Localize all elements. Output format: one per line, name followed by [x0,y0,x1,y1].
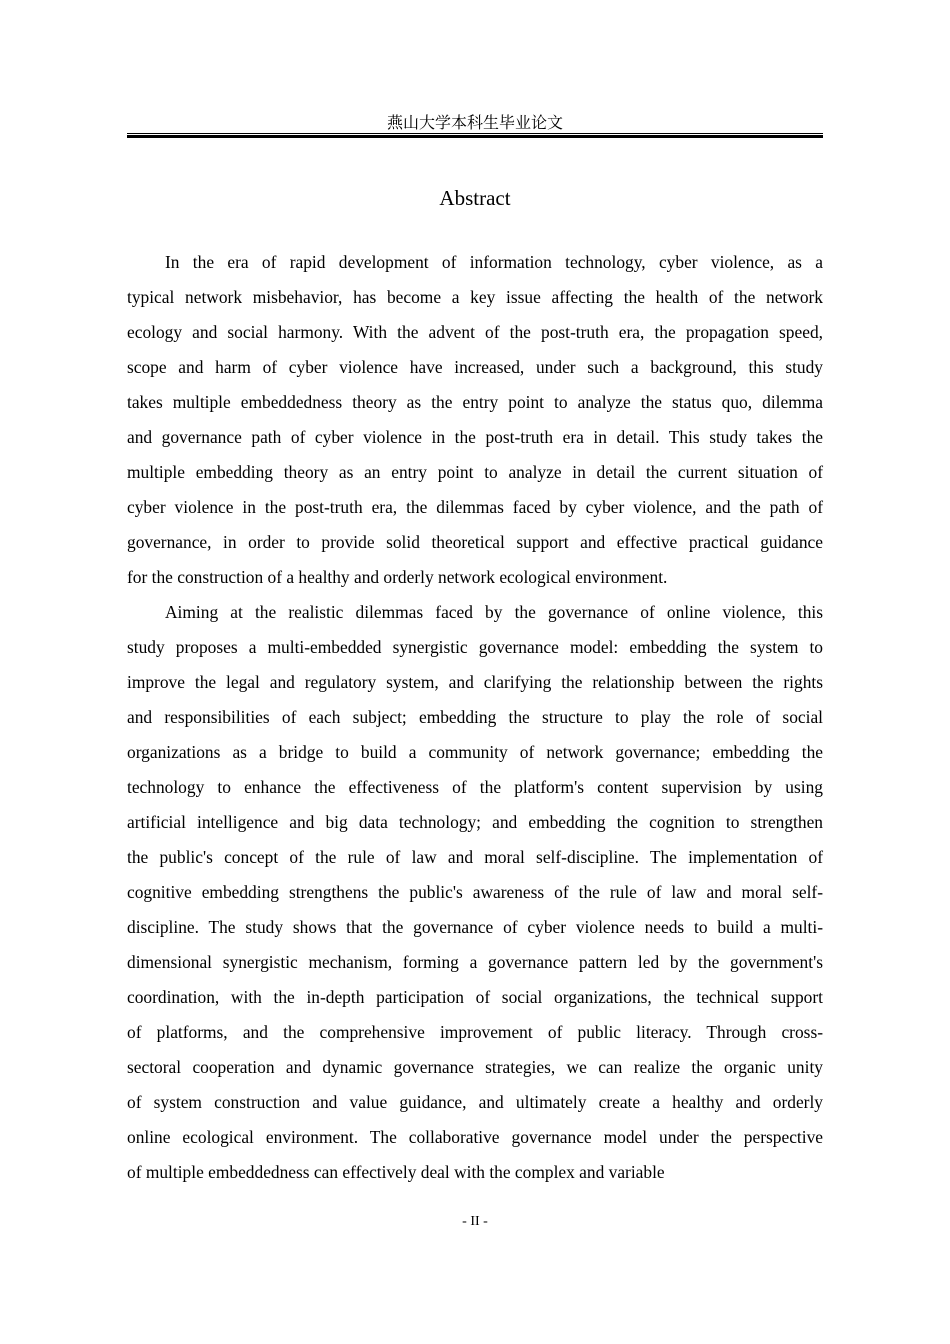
paragraph [127,595,823,1190]
text-line: multiple embedding theory as an entry point to analyze in detail the current situation of [127,462,823,482]
text-line: study proposes a multi-embedded synergistic governance model: embedding the system to [127,637,823,657]
text-line: ecology and social harmony. With the advent of the post-truth era, the propagation speed, [127,322,823,342]
text-line: Aiming at the realistic dilemmas faced by the governance of online violence, this [165,602,823,622]
text-line: of platforms, and the comprehensive improvement of public literacy. Through cross- [127,1022,823,1042]
text-line: typical network misbehavior, has become a key issue affecting the health of the network [127,287,823,307]
text-line: technology to enhance the effectiveness of the platform's content supervision by using [127,777,823,797]
text-line: cognitive embedding strengthens the public's awareness of the rule of law and moral self- [127,882,823,902]
text-line: of system construction and value guidance, and ultimately create a healthy and orderly [127,1092,823,1112]
text-line: and responsibilities of each subject; embedding the structure to play the role of social [127,707,823,727]
paragraph [127,245,823,595]
running-header: 燕山大学本科生毕业论文 [386,115,563,132]
text-line: coordination, with the in-depth participation of social organizations, the technical support [127,987,823,1007]
text-line: discipline. The study shows that the governance of cyber violence needs to build a multi- [127,917,823,937]
text-line: sectoral cooperation and dynamic governance strategies, we can realize the organic unity [127,1057,823,1077]
abstract-body [127,245,823,1190]
text-line: dimensional synergistic mechanism, forming a governance pattern led by the government's [127,952,823,972]
text-line: organizations as a bridge to build a community of network governance; embedding the [127,742,823,762]
text-line: for the construction of a healthy and orderly network ecological environment. [127,567,668,587]
text-line: artificial intelligence and big data technology; and embedding the cognition to strengthen [127,812,823,832]
text-line: governance, in order to provide solid theoretical support and effective practical guidance [127,532,823,552]
header-rule-thin [127,133,823,134]
page-number: - II - [462,1214,488,1229]
abstract-title: Abstract [439,186,511,210]
text-line: the public's concept of the rule of law and moral self-discipline. The implementation of [127,847,823,867]
text-line: improve the legal and regulatory system, and clarifying the relationship between the rights [127,672,823,692]
text-line: takes multiple embeddedness theory as the entry point to analyze the status quo, dilemma [127,392,823,412]
text-line: In the era of rapid development of information technology, cyber violence, as a [165,252,823,272]
text-line: and governance path of cyber violence in the post-truth era in detail. This study takes the [127,427,823,447]
text-line: of multiple embeddedness can effectively deal with the complex and variable [127,1162,665,1182]
header-rule-thick [127,135,823,138]
text-line: scope and harm of cyber violence have increased, under such a background, this study [127,357,823,377]
text-line: online ecological environment. The collaborative governance model under the perspective [127,1127,823,1147]
text-line: cyber violence in the post-truth era, the dilemmas faced by cyber violence, and the path of [127,497,823,517]
